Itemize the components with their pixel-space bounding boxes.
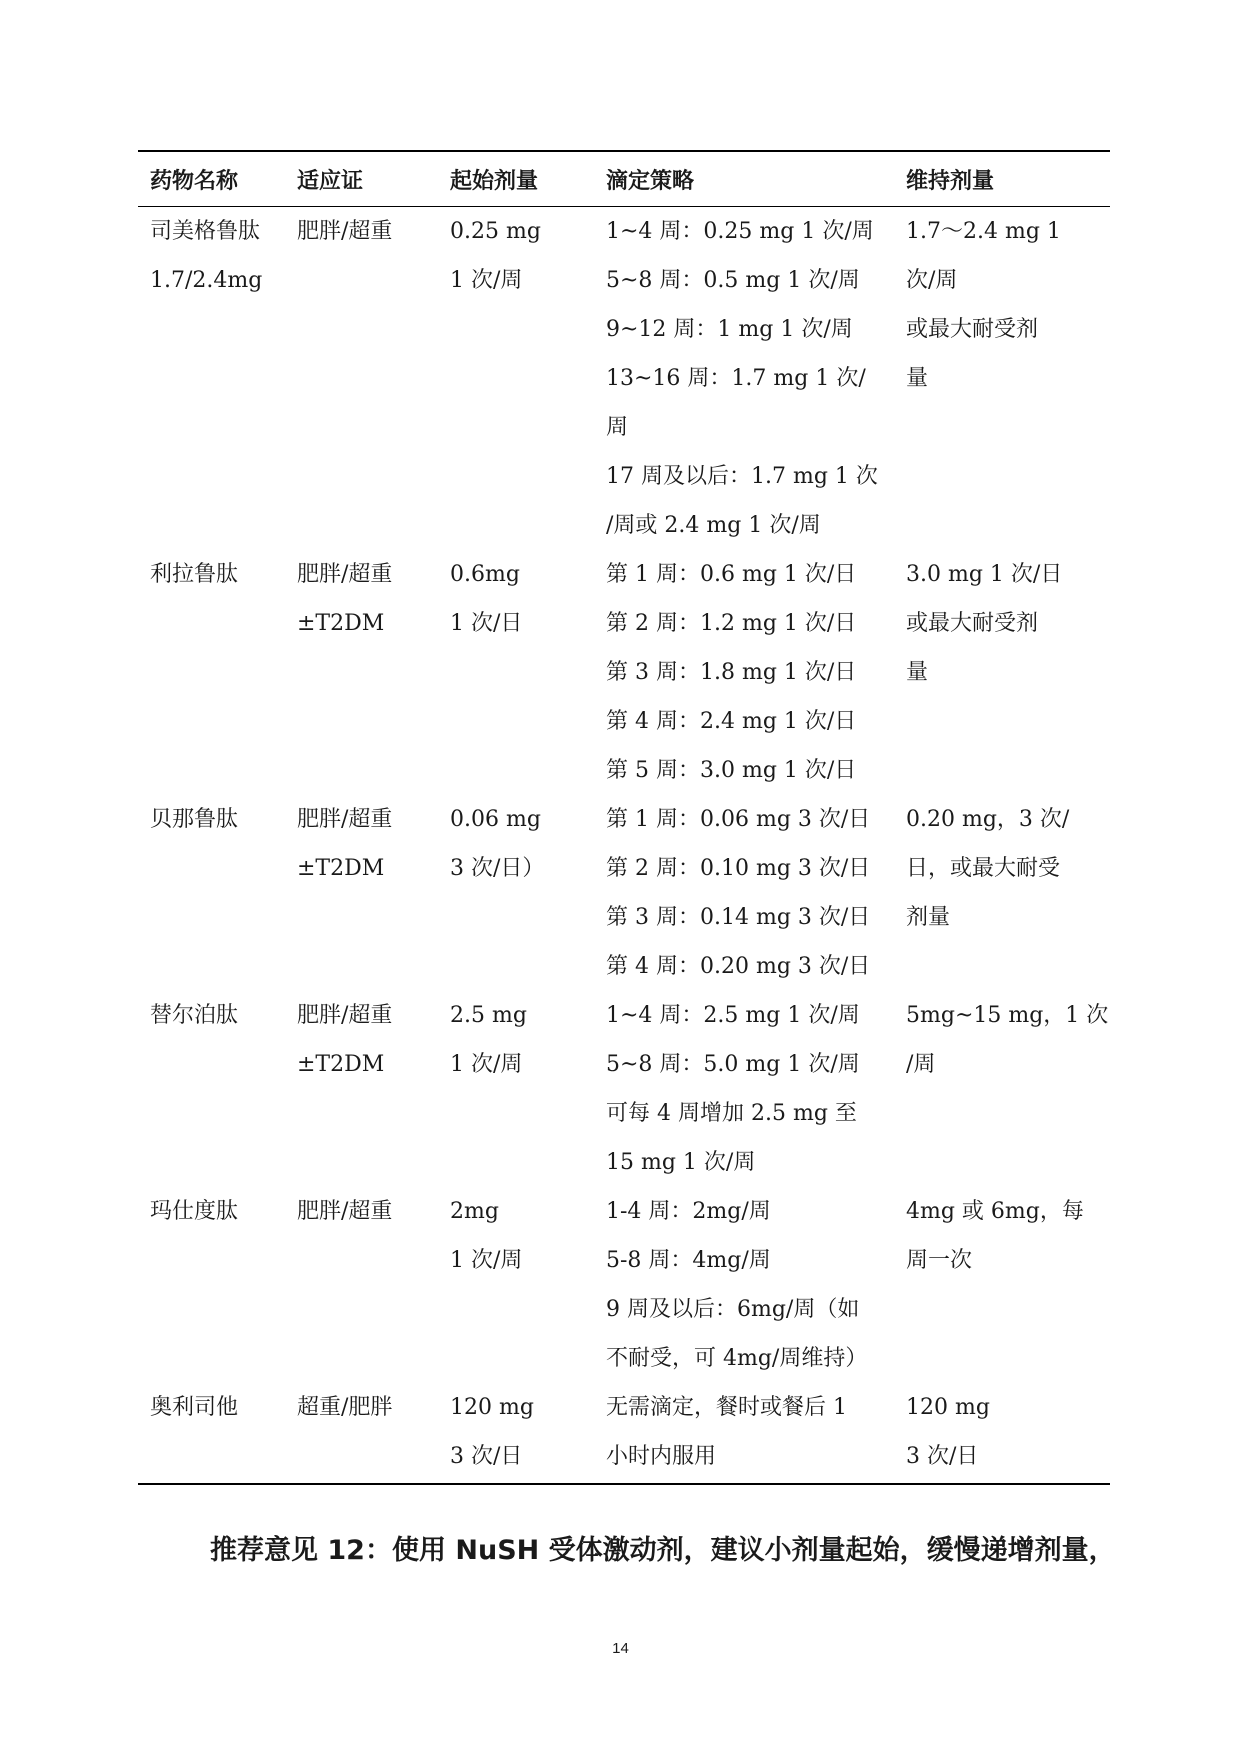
header-drug-name: 药物名称 bbox=[138, 151, 285, 207]
cell-line: 不耐受，可 4mg/周维持） bbox=[606, 1346, 868, 1371]
cell-line: 第 2 周：0.10 mg 3 次/日 bbox=[606, 856, 871, 881]
cell-line: 第 1 周：0.06 mg 3 次/日 bbox=[606, 807, 871, 832]
cell-line: 或最大耐受剂 bbox=[906, 317, 1039, 342]
table-row bbox=[138, 1383, 1110, 1484]
cell-line: 肥胖/超重 bbox=[297, 1199, 393, 1224]
cell-line: 肥胖/超重 bbox=[297, 219, 393, 244]
cell-line: 5~8 周：5.0 mg 1 次/周 bbox=[606, 1052, 860, 1077]
drug-name-cell bbox=[138, 991, 285, 1187]
header-maintenance: 维持剂量 bbox=[894, 151, 1110, 207]
table-row bbox=[138, 795, 1110, 991]
start-dose-cell bbox=[438, 991, 594, 1187]
cell-line: 5-8 周：4mg/周 bbox=[606, 1248, 771, 1273]
titration-cell bbox=[594, 991, 894, 1187]
cell-line: 15 mg 1 次/周 bbox=[606, 1150, 756, 1175]
cell-line: 超重/肥胖 bbox=[297, 1395, 393, 1420]
cell-line: 第 3 周：0.14 mg 3 次/日 bbox=[606, 905, 871, 930]
table-row bbox=[138, 207, 1110, 551]
start-dose-cell bbox=[438, 1383, 594, 1484]
cell-line: 3 次/日） bbox=[450, 856, 545, 881]
cell-line: 次/周 bbox=[906, 268, 958, 293]
start-dose-cell bbox=[438, 795, 594, 991]
cell-line: 4mg 或 6mg，每 bbox=[906, 1199, 1084, 1224]
start-dose-cell bbox=[438, 550, 594, 795]
cell-line: 0.6mg bbox=[450, 562, 520, 587]
cell-line: 1.7～2.4 mg 1 bbox=[906, 219, 1061, 244]
header-start-dose: 起始剂量 bbox=[438, 151, 594, 207]
cell-line: 无需滴定，餐时或餐后 1 bbox=[606, 1395, 847, 1420]
titration-cell bbox=[594, 207, 894, 551]
cell-line: 第 4 周：2.4 mg 1 次/日 bbox=[606, 709, 857, 734]
cell-line: 3 次/日 bbox=[906, 1444, 979, 1469]
cell-line: 1-4 周：2mg/周 bbox=[606, 1199, 771, 1224]
cell-line: 周 bbox=[606, 415, 629, 440]
maintenance-cell bbox=[894, 550, 1110, 795]
cell-line: 肥胖/超重 bbox=[297, 807, 393, 832]
cell-line: 0.20 mg，3 次/ bbox=[906, 807, 1070, 832]
table-header-row bbox=[138, 151, 1110, 207]
drug-name-cell bbox=[138, 550, 285, 795]
cell-line: 1~4 周：0.25 mg 1 次/周 bbox=[606, 219, 874, 244]
cell-line: 1 次/日 bbox=[450, 611, 523, 636]
maintenance-cell bbox=[894, 1187, 1110, 1383]
cell-line: 120 mg bbox=[906, 1395, 990, 1420]
cell-line: /周 bbox=[906, 1052, 936, 1077]
table-row bbox=[138, 991, 1110, 1187]
cell-line: 贝那鲁肽 bbox=[150, 807, 239, 832]
cell-line: 17 周及以后：1.7 mg 1 次 bbox=[606, 464, 878, 489]
cell-line: 第 4 周：0.20 mg 3 次/日 bbox=[606, 954, 871, 979]
cell-line: 1 次/周 bbox=[450, 1248, 523, 1273]
cell-line: 第 3 周：1.8 mg 1 次/日 bbox=[606, 660, 857, 685]
maintenance-cell bbox=[894, 991, 1110, 1187]
cell-line: 司美格鲁肽 bbox=[150, 219, 261, 244]
indication-cell bbox=[285, 991, 438, 1187]
cell-line: 日，或最大耐受 bbox=[906, 856, 1061, 881]
cell-line: 周一次 bbox=[906, 1248, 973, 1273]
cell-line: 1 次/周 bbox=[450, 1052, 523, 1077]
titration-cell bbox=[594, 795, 894, 991]
cell-line: 5mg~15 mg，1 次 bbox=[906, 1003, 1109, 1028]
cell-line: /周或 2.4 mg 1 次/周 bbox=[606, 513, 821, 538]
indication-cell bbox=[285, 1187, 438, 1383]
cell-line: 玛仕度肽 bbox=[150, 1199, 239, 1224]
cell-line: 第 1 周：0.6 mg 1 次/日 bbox=[606, 562, 857, 587]
indication-cell bbox=[285, 550, 438, 795]
drug-name-cell bbox=[138, 795, 285, 991]
cell-line: 0.25 mg bbox=[450, 219, 541, 244]
cell-line: ±T2DM bbox=[297, 611, 385, 636]
cell-line: 3.0 mg 1 次/日 bbox=[906, 562, 1063, 587]
cell-line: 替尔泊肽 bbox=[150, 1003, 239, 1028]
cell-line: 可每 4 周增加 2.5 mg 至 bbox=[606, 1101, 857, 1126]
cell-line: 120 mg bbox=[450, 1395, 534, 1420]
cell-line: 量 bbox=[906, 660, 929, 685]
cell-line: 肥胖/超重 bbox=[297, 562, 393, 587]
recommendation-text: 推荐意见 12：使用 NuSH 受体激动剂，建议小剂量起始，缓慢递增剂量， bbox=[210, 1535, 1116, 1566]
maintenance-cell bbox=[894, 207, 1110, 551]
cell-line: 第 5 周：3.0 mg 1 次/日 bbox=[606, 758, 857, 783]
cell-line: ±T2DM bbox=[297, 1052, 385, 1077]
table-row bbox=[138, 550, 1110, 795]
cell-line: ±T2DM bbox=[297, 856, 385, 881]
drug-name-cell bbox=[138, 1187, 285, 1383]
titration-cell bbox=[594, 1187, 894, 1383]
cell-line: 1~4 周：2.5 mg 1 次/周 bbox=[606, 1003, 860, 1028]
cell-line: 9 周及以后：6mg/周（如 bbox=[606, 1297, 860, 1322]
cell-line: 小时内服用 bbox=[606, 1444, 717, 1469]
cell-line: 或最大耐受剂 bbox=[906, 611, 1039, 636]
drug-name-cell bbox=[138, 207, 285, 551]
cell-line: 第 2 周：1.2 mg 1 次/日 bbox=[606, 611, 857, 636]
cell-line: 13~16 周：1.7 mg 1 次/ bbox=[606, 366, 866, 391]
cell-line: 2.5 mg bbox=[450, 1003, 527, 1028]
indication-cell bbox=[285, 795, 438, 991]
titration-cell bbox=[594, 1383, 894, 1484]
cell-line: 1 次/周 bbox=[450, 268, 523, 293]
dosing-table bbox=[138, 150, 1110, 1485]
table-row bbox=[138, 1187, 1110, 1383]
cell-line: 0.06 mg bbox=[450, 807, 541, 832]
header-indication: 适应证 bbox=[285, 151, 438, 207]
indication-cell bbox=[285, 1383, 438, 1484]
indication-cell bbox=[285, 207, 438, 551]
start-dose-cell bbox=[438, 1187, 594, 1383]
drug-name-cell bbox=[138, 1383, 285, 1484]
cell-line: 2mg bbox=[450, 1199, 499, 1224]
cell-line: 1.7/2.4mg bbox=[150, 268, 263, 293]
cell-line: 量 bbox=[906, 366, 929, 391]
cell-line: 肥胖/超重 bbox=[297, 1003, 393, 1028]
header-titration: 滴定策略 bbox=[594, 151, 894, 207]
cell-line: 3 次/日 bbox=[450, 1444, 523, 1469]
cell-line: 利拉鲁肽 bbox=[150, 562, 239, 587]
page-number: 14 bbox=[612, 1640, 629, 1657]
cell-line: 剂量 bbox=[906, 905, 951, 930]
start-dose-cell bbox=[438, 207, 594, 551]
maintenance-cell bbox=[894, 795, 1110, 991]
cell-line: 5~8 周：0.5 mg 1 次/周 bbox=[606, 268, 860, 293]
titration-cell bbox=[594, 550, 894, 795]
cell-line: 9~12 周：1 mg 1 次/周 bbox=[606, 317, 853, 342]
maintenance-cell bbox=[894, 1383, 1110, 1484]
cell-line: 奥利司他 bbox=[150, 1395, 239, 1420]
